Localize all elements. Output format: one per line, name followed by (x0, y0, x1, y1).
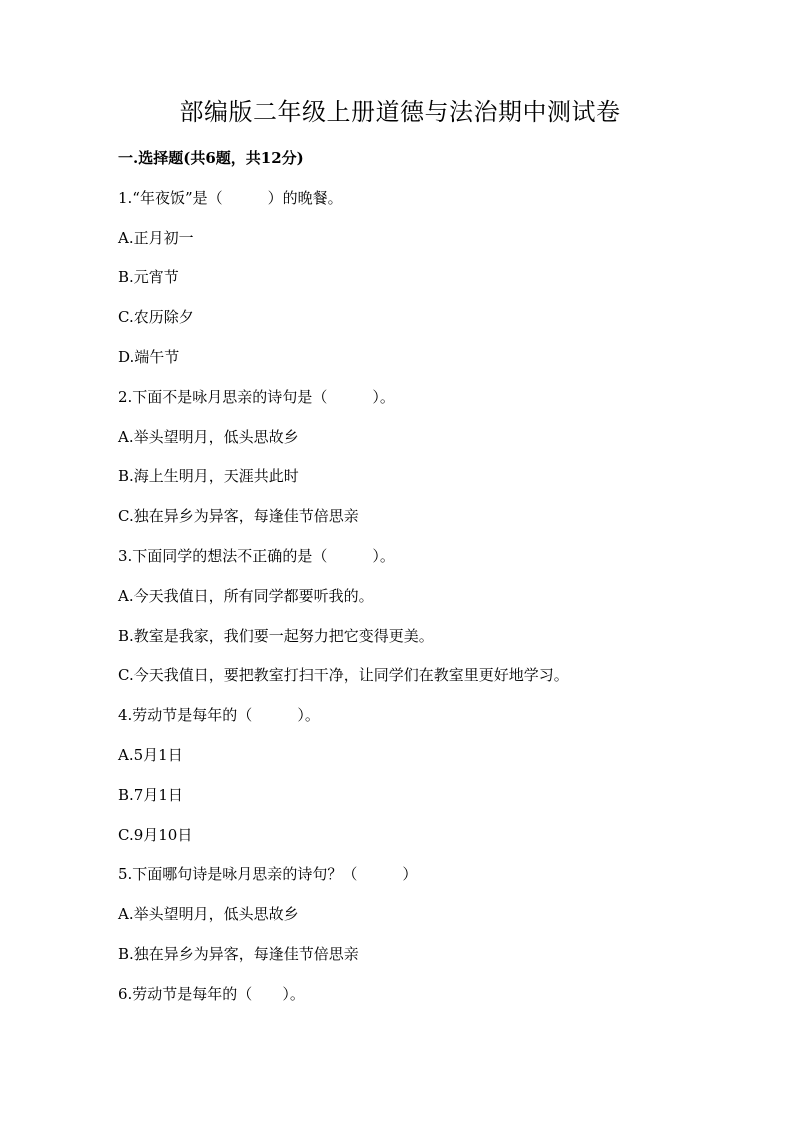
question-1-stem: 1.“年夜饭”是（ ）的晚餐。 (118, 188, 343, 207)
question-5-stem: 5.下面哪句诗是咏月思亲的诗句？（ ） (118, 865, 418, 884)
question-3-option-b: B.教室是我家，我们要一起努力把它变得更美。 (118, 626, 434, 645)
question-5-option-a: A.举头望明月，低头思故乡 (118, 905, 299, 924)
question-1-option-c: C.农历除夕 (118, 308, 194, 327)
question-2-option-b: B.海上生明月，天涯共此时 (118, 467, 299, 486)
question-4-stem: 4.劳动节是每年的（ ）。 (118, 706, 320, 725)
question-4-option-a: A.5月1日 (118, 745, 183, 764)
question-4-option-b: B.7月1日 (118, 785, 183, 804)
question-1-option-d: D.端午节 (118, 347, 180, 366)
question-1-option-b: B.元宵节 (118, 268, 179, 287)
question-list (118, 148, 738, 1024)
question-1-option-a: A.正月初一 (118, 228, 194, 247)
question-3-stem: 3.下面同学的想法不正确的是（ ）。 (118, 546, 395, 565)
section-header: 一.选择题(共6题，共12分) (118, 149, 304, 167)
question-3-option-a: A.今天我值日，所有同学都要听我的。 (118, 586, 374, 605)
question-2-stem: 2.下面不是咏月思亲的诗句是（ ）。 (118, 387, 395, 406)
page-title: 部编版二年级上册道德与法治期中测试卷 (179, 98, 621, 126)
question-5-option-b: B.独在异乡为异客，每逢佳节倍思亲 (118, 944, 359, 963)
question-3-option-c: C.今天我值日，要把教室打扫干净，让同学们在教室里更好地学习。 (118, 666, 569, 685)
question-4-option-c: C.9月10日 (118, 825, 193, 844)
question-2-option-a: A.举头望明月，低头思故乡 (118, 427, 299, 446)
question-6-stem: 6.劳动节是每年的（ ）。 (118, 984, 305, 1003)
question-2-option-c: C.独在异乡为异客，每逢佳节倍思亲 (118, 507, 359, 526)
